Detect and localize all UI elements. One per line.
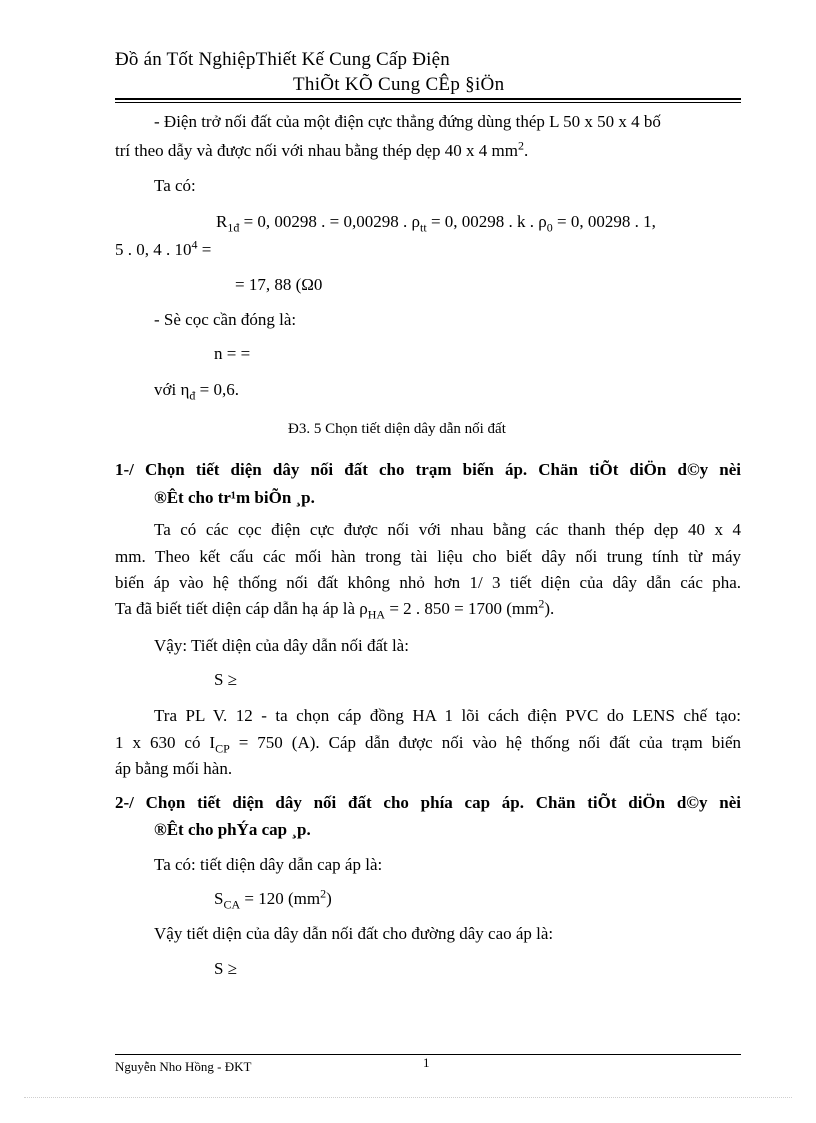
footer-author: Nguyễn Nho Hồng - ĐKT (115, 1059, 252, 1074)
header-title: Đồ án Tốt NghiệpThiết Kế Cung Cấp Điện (115, 49, 450, 70)
para2-line1: Ta có các cọc điện cực được nối với nhau bằng các thanh thép dẹp 40 x 4 (154, 520, 741, 539)
ta-co-label-2: Ta có: tiết diện dây dẫn cap áp là: (154, 855, 383, 874)
header-rule-thin (115, 102, 741, 103)
para2-line3: biến áp vào hệ thống nối đất không nhỏ hơn 1/ 3 tiết diện của dây dẫn các pha. (115, 573, 741, 592)
section-title: Đ3. 5 Chọn tiết diện dây dẫn nối đất (288, 421, 506, 437)
eta-value: với $\eta_đ = 0,6$. (154, 380, 239, 403)
para3-line1: Tra PL V. 12 - ta chọn cáp đồng HA 1 lõi cách điện PVC do LENS chế tạo: (154, 706, 741, 725)
so-coc-label: - Sè cọc cần đóng là: (154, 310, 297, 329)
vay-label-1: Vậy: Tiết diện của dây dẫn nối đất là: (154, 636, 409, 655)
heading-2-line1: 2-/ Chọn tiết diện dây nối đất cho phía cap áp. Chän tiÕt diÖn d©y nèi (115, 793, 741, 812)
para2-line2: mm. Theo kết cấu các mối hàn trong tài liệu cho biết dây nối trung tính từ máy (115, 547, 741, 566)
para1-line2: trí theo dẫy và được nối với nhau bằng thép dẹp 40 x 4 $mm^2$. (115, 138, 529, 160)
ta-co-label: Ta có: (154, 176, 196, 195)
formula-r1d: $R_{1đ} = 0$, 00298 . = 0,00298 . $\rho_{tt} = 0$, 00298 . k . $\rho_0 = 0$, 00298 . 1, (216, 212, 656, 235)
page-break-line (24, 1097, 792, 1098)
heading-2-line2: ®Êt cho phÝa cap ¸p. (154, 820, 311, 839)
header-rule (115, 98, 741, 100)
s-ge-2: S ≥ (214, 959, 238, 978)
vay-label-2: Vậy tiết diện của dây dẫn nối đất cho đường dây cao áp là: (154, 924, 554, 943)
formula-line2: 5 . 0, 4 . $10^4$ = (115, 237, 212, 259)
para3-line2: 1 x 630 có $I_{CP} = 750$ (A). Cáp dẫn được nối vào hệ thống nối đất của trạm biến (115, 733, 741, 756)
para3-line3: áp bằng mối hàn. (115, 759, 233, 778)
formula-result: = 17, 88 (Ω0 (235, 275, 323, 294)
sca-value: $S_{CA} = 120$ $(mm^2)$ (214, 886, 332, 912)
n-equation: n = = (214, 344, 251, 363)
para2-line4: Ta đã biết tiết diện cáp dẫn hạ áp là $\rho_{HA} = 2$ . 850 = 1700 $(mm^2)$. (115, 596, 555, 622)
page-number: 1 (423, 1055, 430, 1070)
para1-line1: - Điện trở nối đất của một điện cực thẳng đứng dùng thép L 50 x 50 x 4 bố (154, 112, 661, 131)
s-ge-1: S ≥ (214, 670, 238, 689)
heading-1-line2: ®Êt cho tr¹m biÕn ¸p. (154, 488, 315, 507)
header-subtitle: ThiÕt KÕ Cung CÊp §iÖn (293, 74, 505, 95)
heading-1-line1: 1-/ Chọn tiết diện dây nối đất cho trạm biến áp. Chän tiÕt diÖn d©y nèi (115, 460, 741, 479)
